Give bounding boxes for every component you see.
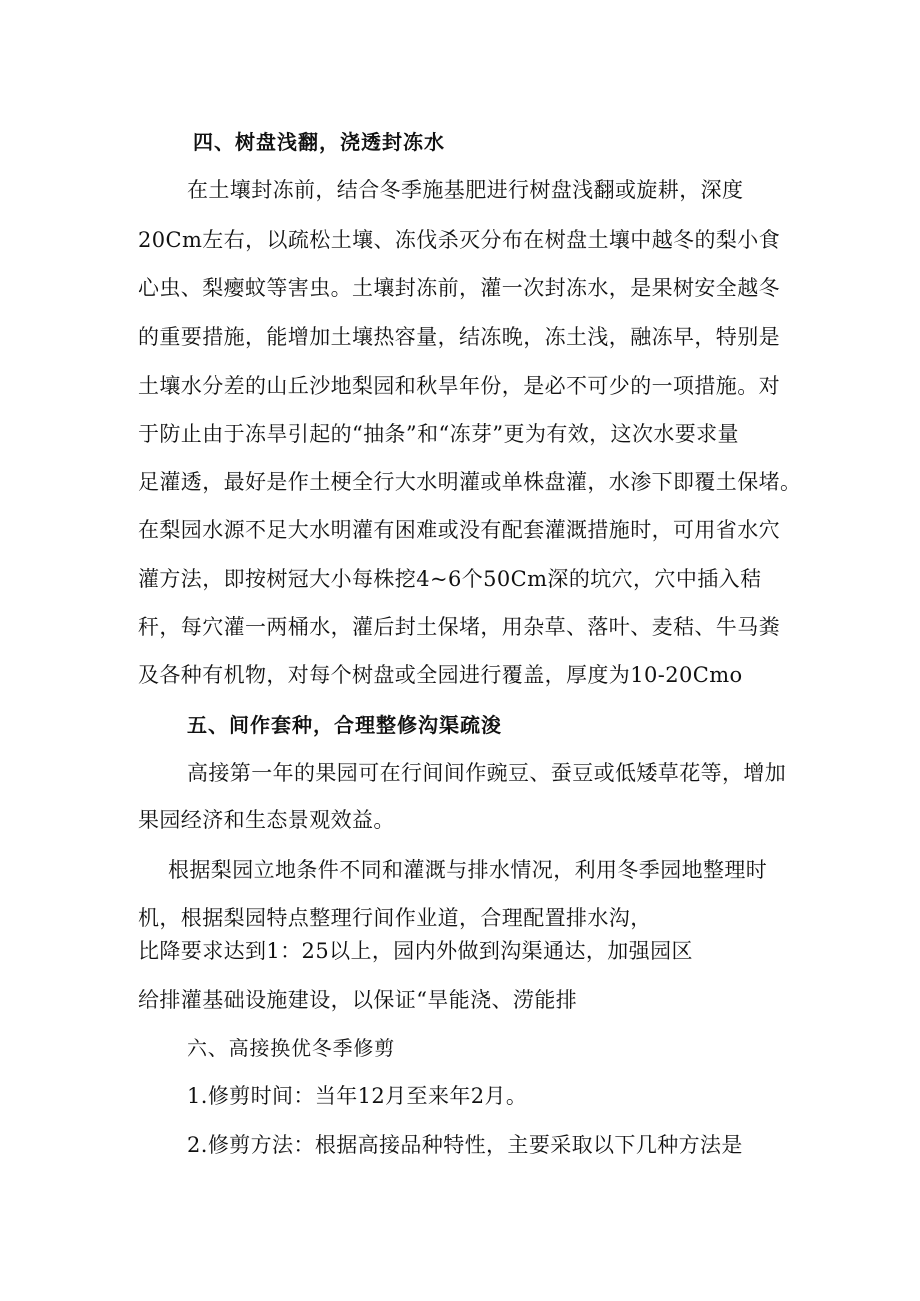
section-5-para-2-line-1: 根据梨园立地条件不同和灌溉与排水情况，利用冬季园地整理时: [168, 858, 768, 882]
section-4-line-7: 足灌透，最好是作土梗全行大水明灌或单株盘灌，水渗下即覆土保堵。: [138, 470, 802, 494]
section-4-line-10: 秆，每穴灌一两桶水，灌后封土保堵，用杂草、落叶、麦秸、牛马粪: [138, 615, 780, 639]
section-5-para-1-line-2: 果园经济和生态景观效益。: [138, 808, 395, 832]
section-4-line-8: 在梨园水源不足大水明灌有困难或没有配套灌溉措施时，可用省水穴: [138, 518, 780, 542]
section-4-line-6: 于防止由于冻旱引起的“抽条”和“冻芽”更为有效，这次水要求量: [138, 422, 739, 446]
section-6-item-1: 1.修剪时间：当年12月至来年2月。: [187, 1084, 528, 1108]
section-5-para-2-line-2: 机，根据梨园特点整理行间作业道，合理配置排水沟，: [138, 906, 652, 930]
section-6-item-2: 2.修剪方法：根据高接品种特性，主要采取以下几种方法是: [187, 1133, 743, 1157]
section-5-heading: 五、间作套种，合理整修沟渠疏浚: [187, 713, 502, 737]
section-4-line-4: 的重要措施，能增加土壤热容量，结冻晚，冻土浅，融冻早，特别是: [138, 325, 780, 349]
section-5-para-1-line-1: 高接第一年的果园可在行间间作豌豆、蚕豆或低矮草花等，增加: [187, 761, 787, 785]
section-4-heading: 四、树盘浅翻，浇透封冻水: [193, 130, 445, 154]
section-4-line-5: 土壤水分差的山丘沙地梨园和秋旱年份，是必不可少的一项措施。对: [138, 374, 780, 398]
section-4-line-1: 在土壤封冻前，结合冬季施基肥进行树盘浅翻或旋耕，深度: [187, 178, 744, 202]
section-5-para-2-line-4: 给排灌基础设施建设，以保证“旱能浇、涝能排: [138, 988, 578, 1012]
section-4-line-11: 及各种有机物，对每个树盘或全园进行覆盖，厚度为10-20Cmo: [138, 663, 743, 687]
section-4-line-3: 心虫、梨瘿蚊等害虫。土壤封冻前，灌一次封冻水，是果树安全越冬: [138, 276, 780, 300]
section-4-line-2: 20Cm左右，以疏松土壤、冻伐杀灭分布在树盘土壤中越冬的梨小食: [138, 228, 781, 252]
section-4-line-9: 灌方法，即按树冠大小每株挖4~6个50Cm深的坑穴，穴中插入秸: [138, 567, 762, 591]
section-5-para-2-line-3: 比降要求达到1：25以上，园内外做到沟渠通达，加强园区: [138, 939, 693, 963]
section-6-heading: 六、高接换优冬季修剪: [187, 1036, 395, 1060]
